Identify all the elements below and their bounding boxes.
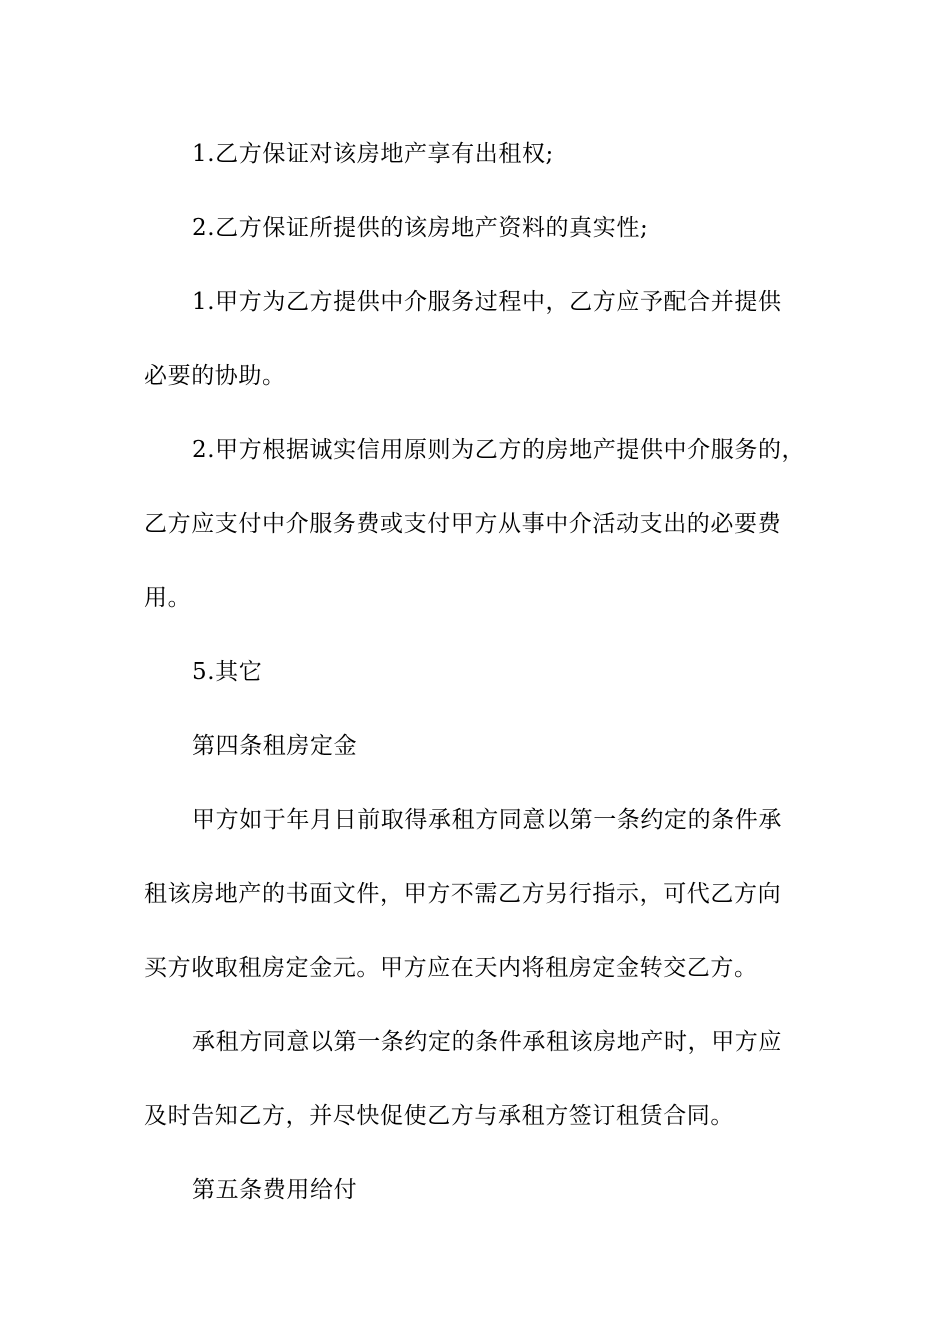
paragraph-service-fee xyxy=(144,432,814,617)
paragraph-line: 2.乙方保证所提供的该房地产资料的真实性; xyxy=(192,215,649,241)
section-heading: 第四条租房定金 xyxy=(192,733,358,759)
paragraph-other xyxy=(144,654,814,691)
paragraph-line: 1.甲方为乙方提供中介服务过程中，乙方应予配合并提供 xyxy=(192,289,782,315)
paragraph-line: 1.乙方保证对该房地产享有出租权; xyxy=(192,141,554,167)
paragraph-line: 必要的协助。 xyxy=(144,363,286,389)
paragraph-deposit-collection xyxy=(144,802,814,987)
section-heading-article-5 xyxy=(144,1172,814,1209)
paragraph-line: 5.其它 xyxy=(192,659,263,685)
paragraph-line: 买方收取租房定金元。甲方应在天内将租房定金转交乙方。 xyxy=(144,955,758,981)
section-heading-article-4 xyxy=(144,728,814,765)
paragraph-line: 及时告知乙方，并尽快促使乙方与承租方签订租赁合同。 xyxy=(144,1103,734,1129)
paragraph-lessee-agreement xyxy=(144,1024,814,1135)
paragraph-cooperation xyxy=(144,284,814,395)
paragraph-line: 用。 xyxy=(144,585,192,611)
paragraph-line: 2.甲方根据诚实信用原则为乙方的房地产提供中介服务的， xyxy=(192,437,806,463)
document-body xyxy=(144,136,814,1246)
paragraph-lessor-rental-right xyxy=(144,136,814,173)
paragraph-line: 乙方应支付中介服务费或支付甲方从事中介活动支出的必要费 xyxy=(144,511,782,537)
paragraph-line: 承租方同意以第一条约定的条件承租该房地产时，甲方应 xyxy=(192,1029,782,1055)
section-heading: 第五条费用给付 xyxy=(192,1177,358,1203)
paragraph-lessor-data-authenticity xyxy=(144,210,814,247)
paragraph-line: 租该房地产的书面文件，甲方不需乙方另行指示，可代乙方向 xyxy=(144,881,782,907)
paragraph-line: 甲方如于年月日前取得承租方同意以第一条约定的条件承 xyxy=(192,807,782,833)
